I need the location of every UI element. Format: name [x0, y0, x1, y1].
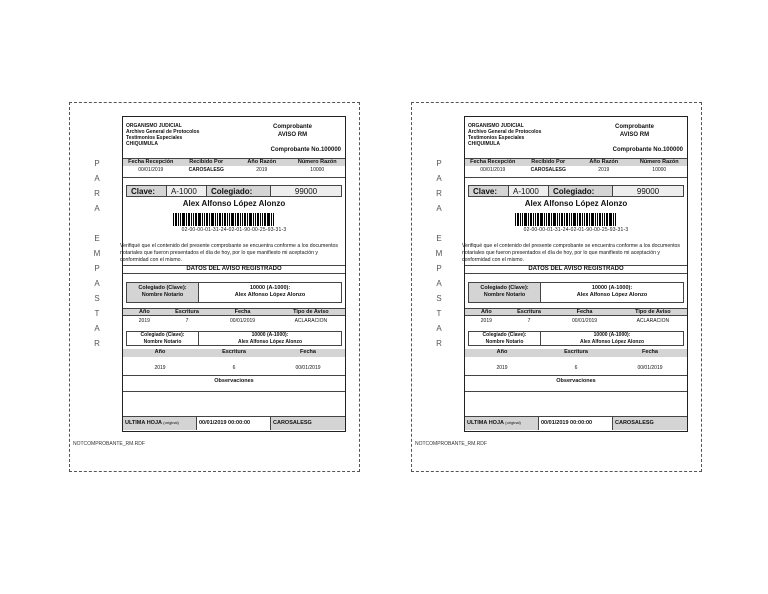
barcode-number: 02-00-00-01-31-24-02-01-90-00-25-93-31-3	[523, 227, 629, 233]
last-page-datetime: 00/01/2019 00:00:00	[197, 417, 271, 430]
side-letter: R	[94, 189, 100, 198]
nombre-notario-label: Nombre Notario	[141, 292, 184, 298]
receipt-header	[123, 117, 345, 157]
nombre-notario-value: Alex Alfonso López Alonzo	[576, 292, 648, 298]
original-note: (original)	[163, 420, 179, 425]
aviso-header-row	[465, 308, 687, 316]
barcode-bar	[566, 213, 568, 226]
divider	[123, 177, 345, 178]
value-cell: ACLARACION	[636, 318, 670, 324]
org-name: ORGANISMO JUDICIAL	[126, 123, 182, 129]
barcode-bar	[522, 213, 523, 226]
side-letter: A	[436, 279, 442, 288]
escritura-value-row	[123, 365, 345, 373]
side-letter: R	[436, 339, 442, 348]
barcode-bar	[209, 213, 210, 226]
barcode-bar	[557, 213, 558, 226]
barcode-bar	[551, 213, 552, 226]
original-note: (original)	[505, 420, 521, 425]
notario-labels	[127, 283, 199, 302]
section-title: DATOS DEL AVISO REGISTRADO	[465, 265, 687, 274]
side-letter: M	[93, 249, 101, 258]
side-letter: P	[94, 159, 100, 168]
last-page-datetime: 00/01/2019 00:00:00	[539, 417, 613, 430]
barcode-bar	[591, 213, 594, 226]
observations-label: Observaciones	[556, 378, 596, 384]
barcode-bar	[535, 213, 536, 226]
side-letter: A	[94, 324, 100, 333]
receipt-number: Comprobante No.100000	[270, 147, 341, 153]
barcode-bar	[589, 213, 590, 226]
barcode-bar	[564, 213, 565, 226]
side-letter: A	[436, 324, 442, 333]
verification-statement: Verifiqué que el contenido del presente comprobante se encuentra conforme a los documentos notariales que fueron presentados el día de hoy, por lo que manifiesto mi aceptación y conformidad con el mismo.	[120, 243, 339, 263]
org-dept: Archivo General de Protocolos	[468, 129, 542, 135]
nombre-notario-label: Nombre Notario	[483, 292, 526, 298]
notario-box	[126, 282, 342, 303]
barcode-bar	[609, 213, 612, 226]
header-cell: Recibido Por	[531, 159, 566, 165]
side-text-para-empastar	[432, 159, 446, 354]
divider	[465, 375, 687, 376]
barcode-bar	[533, 213, 534, 226]
value-cell: 2019	[496, 365, 508, 371]
value-cell: 2019	[480, 318, 492, 324]
value-cell: CAROSALESG	[188, 167, 224, 173]
header-cell: Escritura	[222, 349, 246, 355]
clave-value: A-1000	[167, 186, 207, 196]
notario-values	[199, 283, 341, 302]
barcode-bar	[544, 213, 545, 226]
barcode-bar	[247, 213, 248, 226]
barcode-bar	[606, 213, 608, 226]
barcode-bar	[227, 213, 228, 226]
clave-label: Clave:	[469, 186, 509, 196]
header-cell: Fecha	[576, 309, 593, 315]
side-letter: A	[436, 204, 442, 213]
receipt-document	[122, 116, 346, 432]
header-cell: Escritura	[175, 309, 199, 315]
barcode-bar	[264, 213, 266, 226]
barcode-bar	[530, 213, 532, 226]
colegiado-clave-value: 10000 (A-1000):	[593, 332, 631, 338]
last-page-label	[465, 417, 539, 430]
document-page-right	[411, 102, 702, 472]
barcode-bar	[235, 213, 236, 226]
header-cell: Fecha	[234, 309, 251, 315]
notario2-labels	[469, 332, 541, 345]
barcode-bar	[579, 213, 581, 226]
barcode-bar	[240, 213, 241, 226]
receipt-title	[273, 123, 312, 139]
organization-block	[126, 123, 199, 147]
clave-row	[126, 185, 342, 197]
barcode-bar	[257, 213, 259, 226]
value-cell: 00/01/2019	[295, 365, 321, 371]
org-dept: Archivo General de Protocolos	[126, 129, 200, 135]
notario-box-2	[126, 331, 342, 346]
value-cell: 2019	[138, 318, 150, 324]
escritura-header-row	[123, 349, 345, 357]
verification-statement: Verifiqué que el contenido del presente comprobante se encuentra conforme a los documentos notariales que fueron presentados el día de hoy, por lo que manifiesto mi aceptación y conformidad con el mismo.	[462, 243, 681, 263]
side-text-para-empastar	[90, 159, 104, 354]
aviso-header-row	[123, 308, 345, 316]
barcode-bar	[599, 213, 601, 226]
value-cell: 2019	[598, 167, 610, 173]
nombre-notario-value: Alex Alfonso López Alonzo	[579, 338, 645, 345]
ultima-hoja-label: ULTIMA HOJA	[125, 420, 162, 426]
nombre-notario-value: Alex Alfonso López Alonzo	[234, 292, 306, 298]
barcode-bar	[180, 213, 181, 226]
receipt-document	[464, 116, 688, 432]
last-page-label	[123, 417, 197, 430]
side-letter: A	[436, 174, 442, 183]
last-page-user: CAROSALESG	[615, 420, 654, 426]
barcode-bar	[244, 213, 246, 226]
value-cell: 00/01/2019	[637, 365, 663, 371]
person-name: Alex Alfonso López Alonzo	[182, 199, 286, 208]
header-cell: Fecha Recepción	[470, 159, 516, 165]
colegiado-clave-label: Colegiado (Clave):	[482, 332, 527, 338]
barcode-bar	[219, 213, 221, 226]
barcode-bar	[528, 213, 529, 226]
value-cell: 6	[574, 365, 578, 371]
side-letter: S	[436, 294, 442, 303]
barcode-bar	[537, 213, 539, 226]
escritura-value-row	[465, 365, 687, 373]
barcode-bar	[273, 213, 274, 226]
value-cell: 7	[527, 318, 531, 324]
colegiado-label: Colegiado:	[549, 186, 613, 196]
side-letter: P	[436, 159, 442, 168]
barcode-bar	[191, 213, 192, 226]
barcode-bar	[202, 213, 203, 226]
colegiado-clave-label: Colegiado (Clave):	[138, 285, 187, 291]
colegiado-clave-label: Colegiado (Clave):	[140, 332, 185, 338]
reception-header-row	[123, 158, 345, 166]
barcode-bar	[604, 213, 605, 226]
barcode-bar	[253, 213, 254, 226]
barcode-bar	[267, 213, 270, 226]
barcode-bar	[237, 213, 239, 226]
notario2-values	[541, 332, 683, 345]
side-letter: T	[436, 309, 442, 318]
observations-label: Observaciones	[214, 378, 254, 384]
barcode-bar	[561, 213, 563, 226]
barcode-bar	[211, 213, 214, 226]
barcode-bar	[546, 213, 547, 226]
section-title: DATOS DEL AVISO REGISTRADO	[123, 265, 345, 274]
barcode-bar	[520, 213, 521, 226]
header-cell: Año Razón	[247, 159, 277, 165]
receipt-title	[615, 123, 654, 139]
barcode-bar	[515, 213, 516, 226]
value-cell: 00/01/2019	[480, 167, 506, 173]
barcode-bar	[573, 213, 576, 226]
barcode	[515, 213, 635, 226]
barcode-bar	[553, 213, 556, 226]
nombre-notario-label: Nombre Notario	[485, 338, 524, 345]
receipt-title-line2: AVISO RM	[277, 132, 308, 138]
barcode-bar	[559, 213, 560, 226]
nombre-notario-value: Alex Alfonso López Alonzo	[237, 338, 303, 345]
barcode-bar	[175, 213, 177, 226]
value-cell: 10000	[652, 167, 667, 173]
reception-value-row	[465, 167, 687, 175]
barcode-bar	[517, 213, 519, 226]
barcode-bar	[182, 213, 185, 226]
header-cell: Escritura	[517, 309, 541, 315]
barcode-bar	[595, 213, 596, 226]
barcode-bar	[195, 213, 197, 226]
report-filename: NOTCOMPROBANTE_RM.RDF	[73, 441, 145, 447]
barcode-bar	[615, 213, 616, 226]
header-cell: Año	[154, 349, 166, 355]
value-cell: ACLARACION	[294, 318, 328, 324]
clave-label: Clave:	[127, 186, 167, 196]
barcode-bar	[540, 213, 543, 226]
barcode-bar	[602, 213, 603, 226]
barcode-bar	[186, 213, 187, 226]
header-cell: Año	[138, 309, 150, 315]
value-cell: 10000	[310, 167, 325, 173]
barcode-bar	[577, 213, 578, 226]
divider	[465, 391, 687, 392]
header-cell: Año	[496, 349, 508, 355]
barcode-bar	[586, 213, 588, 226]
side-letter: R	[94, 339, 100, 348]
barcode-bar	[524, 213, 527, 226]
aviso-value-row	[465, 318, 687, 326]
side-letter: A	[94, 279, 100, 288]
header-cell: Fecha	[300, 349, 316, 355]
barcode-bar	[597, 213, 598, 226]
clave-value: A-1000	[509, 186, 549, 196]
barcode-bar	[571, 213, 572, 226]
reception-value-row	[123, 167, 345, 175]
barcode-bar	[242, 213, 243, 226]
last-page-user: CAROSALESG	[273, 420, 312, 426]
side-letter: P	[436, 264, 442, 273]
barcode-bar	[584, 213, 585, 226]
side-letter: R	[436, 189, 442, 198]
side-letter: S	[94, 294, 100, 303]
barcode-bar	[193, 213, 194, 226]
header-cell: Fecha	[642, 349, 658, 355]
barcode-bar	[548, 213, 550, 226]
barcode-bar	[173, 213, 174, 226]
barcode-bar	[260, 213, 261, 226]
barcode-bar	[613, 213, 614, 226]
value-cell: 00/01/2019	[230, 318, 256, 324]
side-letter: A	[94, 204, 100, 213]
value-cell: 7	[185, 318, 189, 324]
barcode-number: 02-00-00-01-31-24-02-01-90-00-25-93-31-3	[181, 227, 287, 233]
side-letter: M	[435, 249, 443, 258]
notario-box	[468, 282, 684, 303]
org-location: CHIQUIMULA	[468, 141, 500, 147]
header-cell: Tipo de Aviso	[635, 309, 671, 315]
barcode-bar	[231, 213, 234, 226]
barcode-bar	[188, 213, 190, 226]
organization-block	[468, 123, 541, 147]
barcode-bar	[224, 213, 226, 226]
colegiado-clave-label: Colegiado (Clave):	[480, 285, 529, 291]
receipt-title-line1: Comprobante	[273, 124, 312, 130]
notario-values	[541, 283, 683, 302]
barcode-bar	[204, 213, 205, 226]
last-page-row	[465, 416, 687, 430]
colegiado-value: 99000	[613, 186, 683, 196]
colegiado-clave-value: 10000 (A-1000):	[251, 332, 289, 338]
value-cell: 00/01/2019	[572, 318, 598, 324]
notario-box-2	[468, 331, 684, 346]
header-cell: Número Razón	[297, 159, 337, 165]
receipt-header	[465, 117, 687, 157]
colegiado-clave-value: 10000 (A-1000):	[591, 285, 633, 291]
nombre-notario-label: Nombre Notario	[143, 338, 182, 345]
value-cell: 6	[232, 365, 236, 371]
barcode-bar	[229, 213, 230, 226]
divider	[465, 177, 687, 178]
side-letter: E	[436, 234, 442, 243]
divider	[123, 391, 345, 392]
escritura-header-row	[465, 349, 687, 357]
report-filename: NOTCOMPROBANTE_RM.RDF	[415, 441, 487, 447]
barcode-bar	[206, 213, 208, 226]
org-name: ORGANISMO JUDICIAL	[468, 123, 524, 129]
barcode-bar	[217, 213, 218, 226]
receipt-title-line1: Comprobante	[615, 124, 654, 130]
header-cell: Año	[480, 309, 492, 315]
value-cell: 00/01/2019	[138, 167, 164, 173]
barcode-bar	[255, 213, 256, 226]
clave-row	[468, 185, 684, 197]
header-cell: Fecha Recepción	[128, 159, 174, 165]
header-cell: Año Razón	[589, 159, 619, 165]
person-name: Alex Alfonso López Alonzo	[524, 199, 628, 208]
notario2-values	[199, 332, 341, 345]
org-location: CHIQUIMULA	[126, 141, 158, 147]
document-page-left	[69, 102, 360, 472]
barcode-bar	[198, 213, 201, 226]
receipt-title-line2: AVISO RM	[619, 132, 650, 138]
divider	[123, 375, 345, 376]
header-cell: Escritura	[564, 349, 588, 355]
barcode-bar	[569, 213, 570, 226]
org-section: Testimonios Especiales	[468, 135, 525, 141]
org-section: Testimonios Especiales	[126, 135, 183, 141]
barcode	[173, 213, 293, 226]
colegiado-label: Colegiado:	[207, 186, 271, 196]
header-cell: Recibido Por	[189, 159, 224, 165]
barcode-bar	[582, 213, 583, 226]
barcode-bar	[271, 213, 272, 226]
barcode-bar	[178, 213, 179, 226]
side-letter: A	[94, 174, 100, 183]
colegiado-clave-value: 10000 (A-1000):	[249, 285, 291, 291]
notario2-labels	[127, 332, 199, 345]
ultima-hoja-label: ULTIMA HOJA	[467, 420, 504, 426]
reception-header-row	[465, 158, 687, 166]
barcode-bar	[215, 213, 216, 226]
colegiado-value: 99000	[271, 186, 341, 196]
barcode-bar	[262, 213, 263, 226]
side-letter: P	[94, 264, 100, 273]
value-cell: 2019	[154, 365, 166, 371]
side-letter: E	[94, 234, 100, 243]
last-page-row	[123, 416, 345, 430]
value-cell: 2019	[256, 167, 268, 173]
side-letter: T	[94, 309, 100, 318]
aviso-value-row	[123, 318, 345, 326]
barcode-bar	[222, 213, 223, 226]
value-cell: CAROSALESG	[530, 167, 566, 173]
barcode-bar	[249, 213, 252, 226]
receipt-number: Comprobante No.100000	[612, 147, 683, 153]
header-cell: Número Razón	[639, 159, 679, 165]
header-cell: Tipo de Aviso	[293, 309, 329, 315]
notario-labels	[469, 283, 541, 302]
